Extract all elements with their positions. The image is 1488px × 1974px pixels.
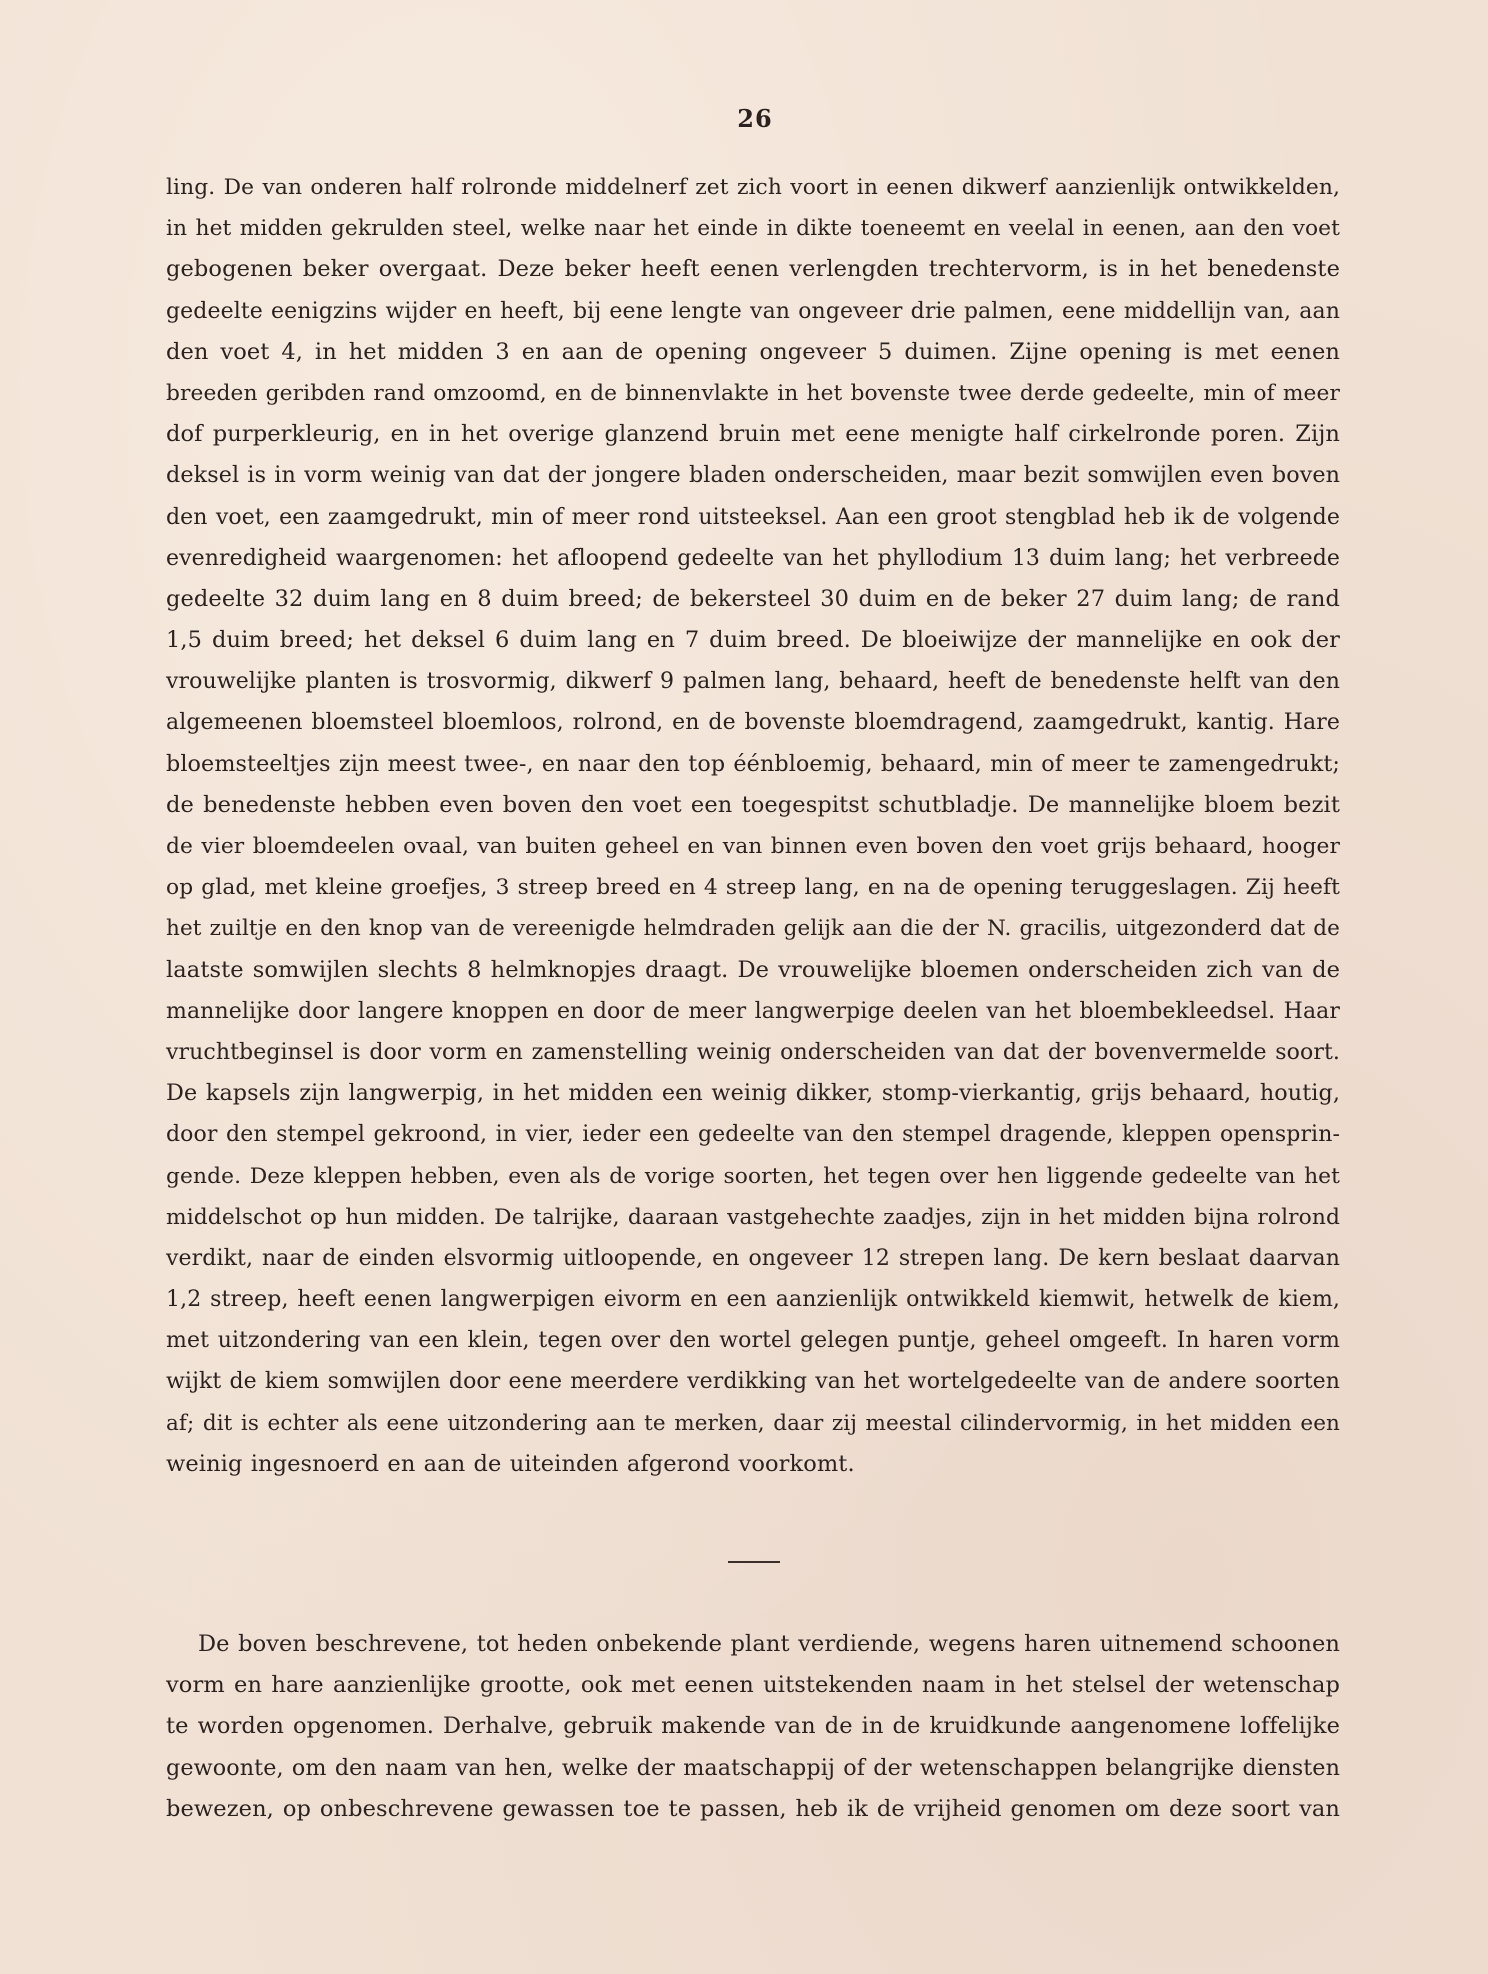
text-line: laatste somwijlen slechts 8 helmknopjes draagt. De vrouwelijke bloemen onderscheiden zich van de bbox=[166, 956, 1340, 983]
text-line: door den stempel gekroond, in vier, ieder een gedeelte van den stempel dragende, kleppen opensprin- bbox=[166, 1122, 1340, 1148]
text-line: evenredigheid waargenomen: het afloopend gedeelte van het phyllodium 13 duim lang; het verbreede bbox=[166, 545, 1340, 571]
text-line: algemeenen bloemsteel bloemloos, rolrond, en de bovenste bloemdragend, zaamgedrukt, kantig. Hare bbox=[166, 710, 1340, 736]
text-line: mannelijke door langere knoppen en door de meer langwerpige deelen van het bloembekleedsel. Haar bbox=[166, 998, 1340, 1024]
text-line: het zuiltje en den knop van de vereenigde helmdraden gelijk aan die der N. gracilis, uitgezonderd dat de bbox=[166, 916, 1340, 942]
section-divider bbox=[728, 1561, 780, 1563]
text-line: vorm en hare aanzienlijke grootte, ook met eenen uitstekenden naam in het stelsel der wetenschap bbox=[166, 1672, 1340, 1699]
text-line: gedeelte 32 duim lang en 8 duim breed; de bekersteel 30 duim en de beker 27 duim lang; de rand bbox=[166, 585, 1340, 612]
text-line: wijkt de kiem somwijlen door eene meerdere verdikking van het wortelgedeelte van de andere soorten bbox=[166, 1369, 1341, 1395]
text-line: dof purperkleurig, en in het overige glanzend bruin met eene menigte half cirkelronde poren. Zijn bbox=[166, 421, 1340, 448]
text-line: gedeelte eenigzins wijder en heeft, bij eene lengte van ongeveer drie palmen, eene middellijn van, aan bbox=[166, 298, 1340, 324]
text-line: breeden geribden rand omzoomd, en de binnenvlakte in het bovenste twee derde gedeelte, min of meer bbox=[166, 380, 1340, 406]
text-line: verdikt, naar de einden elsvormig uitloopende, en ongeveer 12 strepen lang. De kern beslaat daarvan bbox=[166, 1245, 1340, 1271]
text-line: op glad, met kleine groefjes, 3 streep breed en 4 streep lang, en na de opening teruggeslagen. Zij heeft bbox=[166, 875, 1340, 901]
page-number: 26 bbox=[737, 104, 773, 133]
text-line: 1,5 duim breed; het deksel 6 duim lang en 7 duim breed. De bloeiwijze der mannelijke en ook der bbox=[166, 627, 1340, 654]
text-line: de benedenste hebben even boven den voet een toegespitst schutbladje. De mannelijke bloem bezit bbox=[166, 791, 1340, 818]
text-line: te worden opgenomen. Derhalve, gebruik makende van de in de kruidkunde aangenomene loffelijke bbox=[166, 1713, 1340, 1740]
text-line: af; dit is echter als eene uitzondering aan te merken, daar zij meestal cilindervormig, in het midden een bbox=[166, 1410, 1340, 1436]
text-line: gende. Deze kleppen hebben, even als de vorige soorten, het tegen over hen liggende gedeelte van het bbox=[166, 1163, 1340, 1189]
text-line: middelschot op hun midden. De talrijke, daaraan vastgehechte zaadjes, zijn in het midden bijna rolrond bbox=[166, 1204, 1340, 1230]
text-line: gewoonte, om den naam van hen, welke der maatschappij of der wetenschappen belangrijke diensten bbox=[166, 1754, 1340, 1781]
paragraph-description bbox=[166, 167, 1340, 1485]
text-line: in het midden gekrulden steel, welke naar het einde in dikte toeneemt en veelal in eenen, aan den voet bbox=[166, 216, 1340, 242]
text-line: 1,2 streep, heeft eenen langwerpigen eivorm en een aanzienlijk ontwikkeld kiemwit, hetwelk de kiem, bbox=[166, 1287, 1340, 1313]
text-line: bewezen, op onbeschrevene gewassen toe te passen, heb ik de vrijheid genomen om deze soort van bbox=[166, 1795, 1340, 1822]
text-line: De boven beschrevene, tot heden onbekende plant verdiende, wegens haren uitnemend schoonen bbox=[198, 1631, 1340, 1657]
text-line: den voet, een zaamgedrukt, min of meer rond uitsteeksel. Aan een groot stengblad heb ik de volgende bbox=[166, 504, 1340, 530]
text-line: de vier bloemdeelen ovaal, van buiten geheel en van binnen even boven den voet grijs behaard, hooger bbox=[166, 834, 1340, 859]
text-line: bloemsteeltjes zijn meest twee-, en naar den top éénbloemig, behaard, min of meer te zamengedrukt; bbox=[166, 750, 1340, 777]
text-line: den voet 4, in het midden 3 en aan de opening ongeveer 5 duimen. Zijne opening is met eenen bbox=[166, 338, 1340, 365]
text-line: ling. De van onderen half rolronde middelnerf zet zich voort in eenen dikwerf aanzienlijk ontwikkelden, bbox=[166, 175, 1340, 200]
text-line: gebogenen beker overgaat. Deze beker heeft eenen verlengden trechtervorm, is in het benedenste bbox=[166, 256, 1340, 283]
text-line: De kapsels zijn langwerpig, in het midden een weinig dikker, stomp-vierkantig, grijs behaard, houtig, bbox=[166, 1080, 1340, 1107]
text-line: vruchtbeginsel is door vorm en zamenstelling weinig onderscheiden van dat der bovenvermelde soort. bbox=[166, 1039, 1340, 1065]
text-line: vrouwelijke planten is trosvormig, dikwerf 9 palmen lang, behaard, heeft de benedenste helft van den bbox=[166, 669, 1340, 695]
text-line: deksel is in vorm weinig van dat der jongere bladen onderscheiden, maar bezit somwijlen even boven bbox=[166, 462, 1341, 489]
paragraph-naming bbox=[166, 1624, 1340, 1830]
text-line: met uitzondering van een klein, tegen over den wortel gelegen puntje, geheel omgeeft. In haren vorm bbox=[166, 1328, 1340, 1354]
text-line: weinig ingesnoerd en aan de uiteinden afgerond voorkomt. bbox=[166, 1450, 855, 1477]
